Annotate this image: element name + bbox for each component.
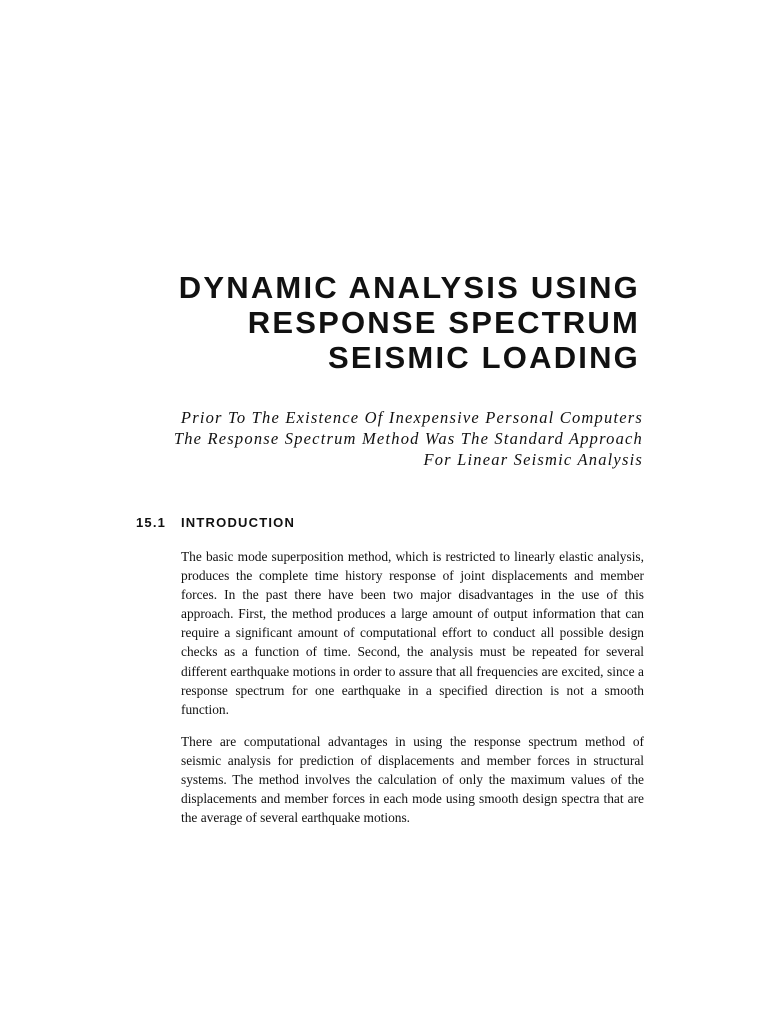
epigraph-line: The Response Spectrum Method Was The Standard Approach [173,429,643,448]
chapter-title-line: SEISMIC LOADING [327,340,640,375]
chapter-title [80,270,640,375]
section-title: INTRODUCTION [181,515,296,530]
body-paragraph: There are computational advantages in using the response spectrum method of seismic analysis for prediction of displacements and member forces in structural systems. The method involves the calculation of only the maximum values of the displacements and member forces in each mode using smooth design spectra that are the average of several earthquake motions. [181,734,644,826]
chapter-epigraph [63,407,643,470]
epigraph-line: For Linear Seismic Analysis [423,450,643,469]
chapter-title-line: DYNAMIC ANALYSIS USING [178,270,640,305]
chapter-title-line: RESPONSE SPECTRUM [247,305,640,340]
section-number: 15.1 [136,515,167,530]
section-heading [136,515,295,530]
body-paragraph: The basic mode superposition method, which is restricted to linearly elastic analysis, produces the complete time history response of joint displacements and member forces. In the past there have been two major disadvantages in the use of this approach. First, the method produces a large amount of output information that can require a significant amount of computational effort to conduct all possible design checks as a function of time. Second, the analysis must be repeated for several different earthquake motions in order to assure that all frequencies are excited, since a response spectrum for one earthquake in a specified direction is not a smooth function. [181,549,644,717]
epigraph-line: Prior To The Existence Of Inexpensive Personal Computers [180,408,643,427]
